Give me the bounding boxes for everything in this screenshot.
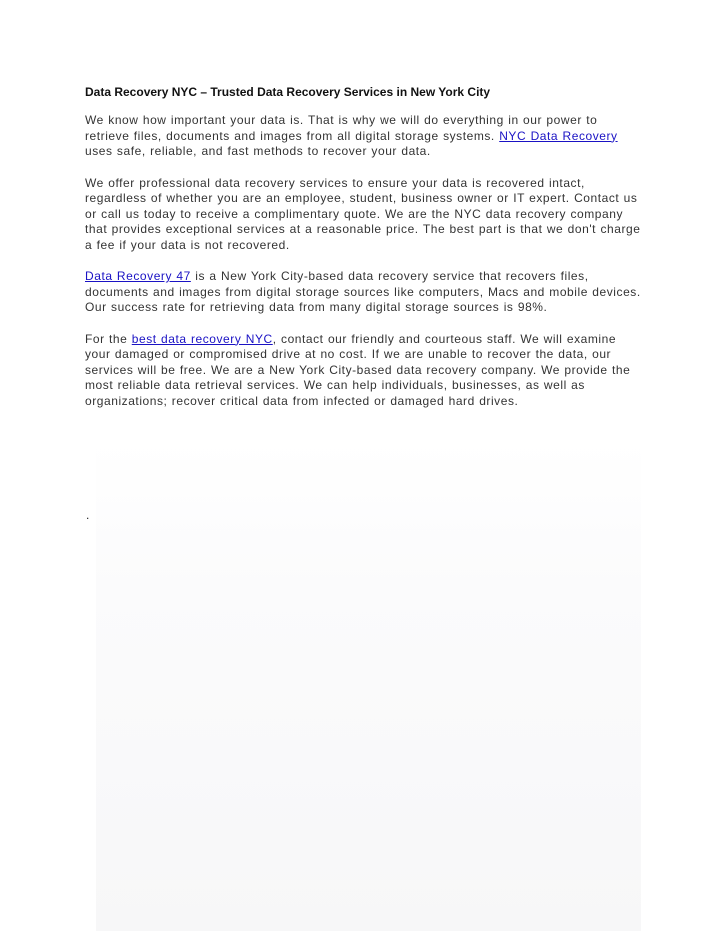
paragraph-about-text: is a New York City-based data recovery service that recovers files, documents and images from digital storage sources like computers, Macs and mobile devices. Our success rate for retrieving data from many digital storage sources is 98%.	[85, 269, 641, 314]
paragraph-intro-text: We know how important your data is. That is why we will do everything in our power to retrieve files, documents and images from all digital storage systems.	[85, 113, 598, 143]
paragraph-intro	[85, 113, 645, 160]
data-recovery-47-link[interactable]: Data Recovery 47	[85, 269, 191, 283]
page-shadow	[96, 440, 641, 931]
paragraph-services: We offer professional data recovery services to ensure your data is recovered intact, regardless of whether you are an employee, student, business owner or IT expert. Contact us or call us today to receive a complimentary quote. We are the NYC data recovery company that provides exceptional services at a reasonable price. The best part is that we don't charge a fee if your data is not recovered.	[85, 175, 641, 252]
document-body	[85, 84, 645, 425]
paragraph-contact-text: For the	[85, 331, 132, 346]
nyc-data-recovery-link[interactable]: NYC Data Recovery	[499, 128, 618, 143]
document-title: Data Recovery NYC – Trusted Data Recovery Services in New York City	[85, 85, 491, 99]
paragraph-about	[85, 269, 645, 316]
best-data-recovery-nyc-link[interactable]: best data recovery NYC	[131, 331, 273, 346]
paragraph-intro-text-end: uses safe, reliable, and fast methods to recover your data.	[85, 144, 431, 158]
paragraph-contact	[85, 332, 645, 410]
paragraph-contact-text-end: , contact our friendly and courteous staff. We will examine your damaged or compromised drive at no cost. If we are unable to recover the data, our services will be free. We are a New York City-based data recovery company. We provide the most reliable data retrieval services. We can help individuals, businesses, as well as organizations; recover critical data from infected or damaged hard drives.	[85, 331, 631, 408]
trailing-period: .	[86, 508, 90, 522]
